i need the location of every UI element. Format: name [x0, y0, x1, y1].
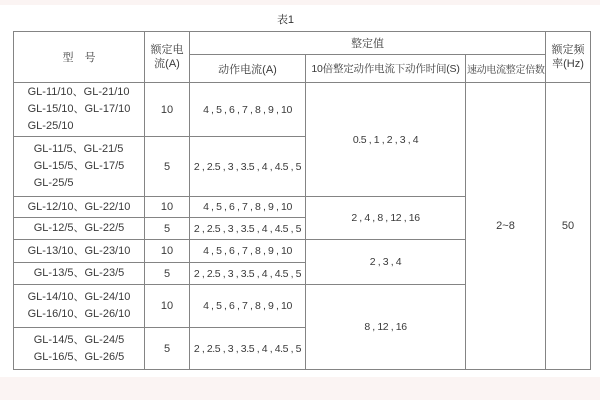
- header-quick-multiple: 速动电流整定倍数: [466, 55, 546, 83]
- rated-current-cell: 5: [145, 137, 190, 197]
- model-name: GL-15/5、GL-17/5: [33, 160, 125, 172]
- rated-current-cell: 5: [145, 328, 190, 370]
- quick-multiple-cell: 2~8: [466, 83, 546, 370]
- operating-current-cell: 2 , 2.5 , 3 , 3.5 , 4 , 4.5 , 5: [190, 328, 306, 370]
- operating-time-cell: 2 , 3 , 4: [306, 240, 466, 285]
- header-rated-frequency: 额定频率(Hz): [546, 32, 591, 83]
- model-name: GL-14/5、GL-24/5: [33, 333, 125, 346]
- table-row: [14, 83, 591, 137]
- model-cell: [14, 240, 145, 263]
- rated-current-cell: 5: [145, 218, 190, 240]
- frequency-cell: 50: [546, 83, 591, 370]
- model-cell: [14, 197, 145, 218]
- operating-time-cell: 8 , 12 , 16: [306, 285, 466, 370]
- header-setting-value: 整定值: [190, 32, 546, 55]
- operating-current-cell: 2 , 2.5 , 3 , 3.5 , 4 , 4.5 , 5: [190, 263, 306, 285]
- header-operating-current: 动作电流(A): [190, 55, 306, 83]
- model-cell: [14, 263, 145, 285]
- model-cell: [14, 218, 145, 240]
- model-name: GL-11/10、GL-21/10: [27, 86, 130, 98]
- header-rated-current: 额定电流(A): [145, 32, 190, 83]
- header-operating-time: 10倍整定动作电流下动作时间(S): [306, 55, 466, 83]
- model-name: GL-16/5、GL-26/5: [33, 350, 125, 363]
- model-name: GL-12/5、GL-22/5: [33, 222, 125, 234]
- model-cell: [14, 83, 145, 137]
- rated-current-cell: 5: [145, 263, 190, 285]
- model-name: GL-25/5: [33, 177, 74, 189]
- model-name: GL-25/10: [27, 120, 74, 132]
- rated-current-cell: 10: [145, 285, 190, 328]
- model-name: GL-13/10、GL-23/10: [27, 244, 131, 257]
- model-cell: [14, 137, 145, 197]
- header-row-1: [14, 32, 591, 55]
- model-name: GL-15/10、GL-17/10: [27, 103, 131, 115]
- model-name: GL-11/5、GL-21/5: [33, 143, 124, 155]
- operating-current-cell: 4 , 5 , 6 , 7 , 8 , 9 , 10: [190, 285, 306, 328]
- rated-current-cell: 10: [145, 197, 190, 218]
- operating-current-cell: 4 , 5 , 6 , 7 , 8 , 9 , 10: [190, 240, 306, 263]
- operating-current-cell: 2 , 2.5 , 3 , 3.5 , 4 , 4.5 , 5: [190, 218, 306, 240]
- rated-current-cell: 10: [145, 240, 190, 263]
- operating-current-cell: 2 , 2.5 , 3 , 3.5 , 4 , 4.5 , 5: [190, 137, 306, 197]
- operating-time-cell: 0.5 , 1 , 2 , 3 , 4: [306, 83, 466, 197]
- header-model: 型 号: [14, 32, 145, 83]
- spec-table: [13, 31, 591, 370]
- model-name: GL-16/10、GL-26/10: [27, 308, 131, 320]
- rated-current-cell: 10: [145, 83, 190, 137]
- content-area: [0, 5, 600, 377]
- model-name: GL-14/10、GL-24/10: [27, 291, 131, 303]
- model-name: GL-12/10、GL-22/10: [27, 200, 131, 213]
- model-cell: [14, 328, 145, 370]
- operating-time-cell: 2 , 4 , 8 , 12 , 16: [306, 197, 466, 240]
- model-name: GL-13/5、GL-23/5: [33, 267, 125, 279]
- operating-current-cell: 4 , 5 , 6 , 7 , 8 , 9 , 10: [190, 83, 306, 137]
- table-title: 表1: [276, 14, 295, 26]
- operating-current-cell: 4 , 5 , 6 , 7 , 8 , 9 , 10: [190, 197, 306, 218]
- model-cell: [14, 285, 145, 328]
